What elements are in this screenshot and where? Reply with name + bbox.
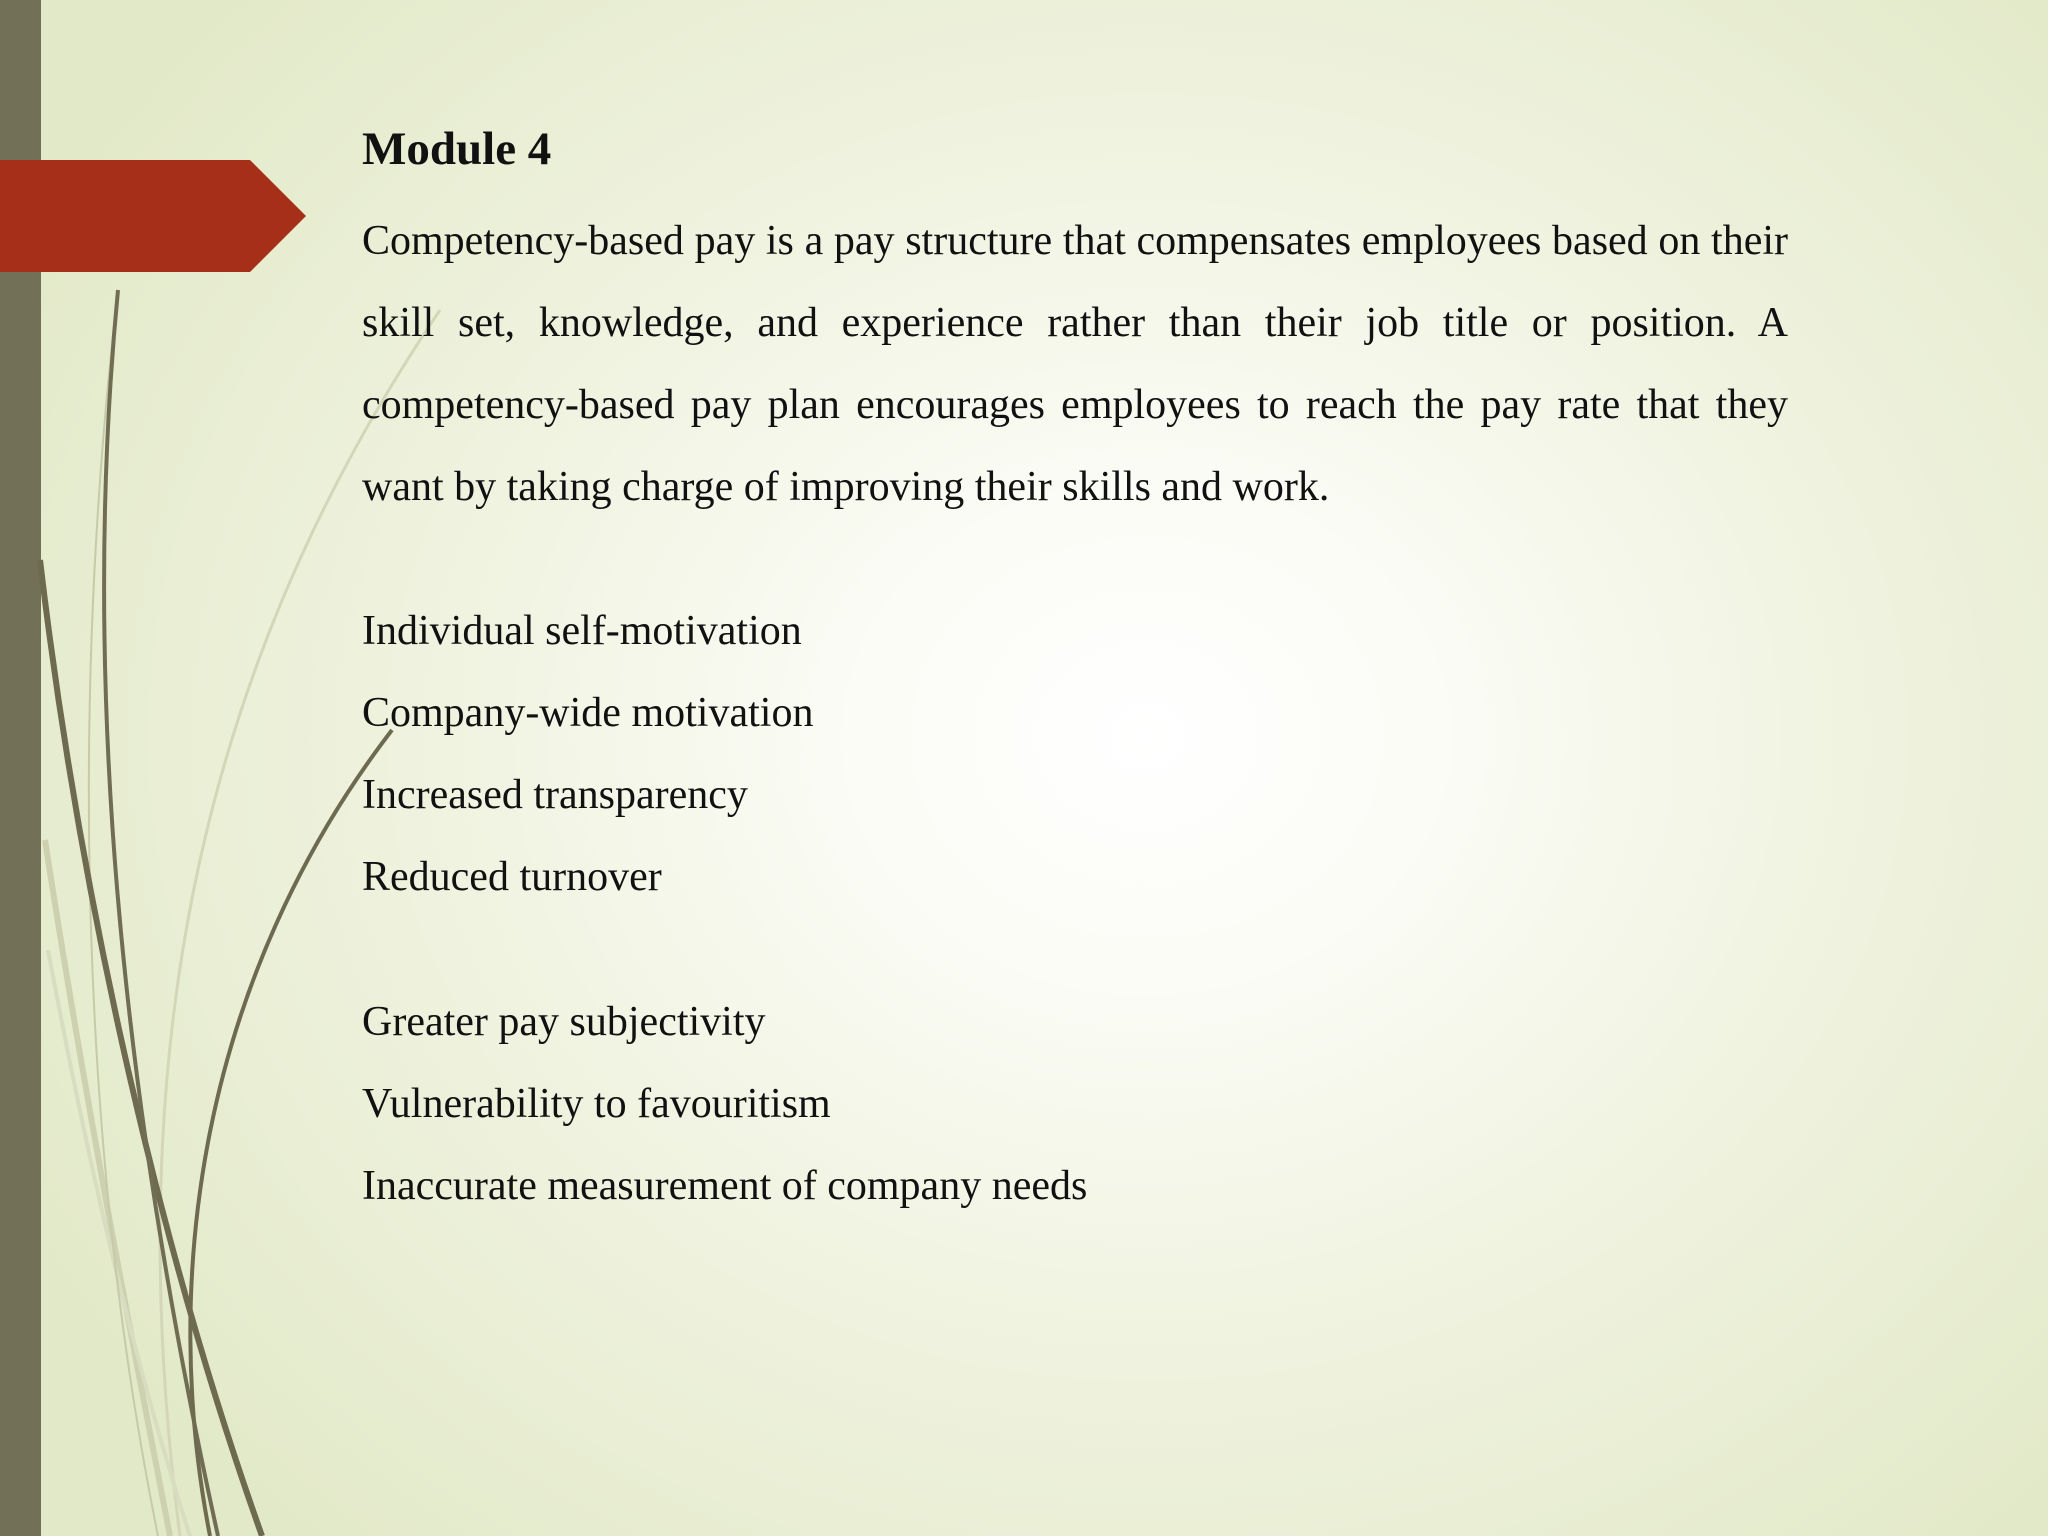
disadvantage-item: Inaccurate measurement of company needs: [362, 1163, 1088, 1209]
advantages-list: [362, 590, 1788, 918]
decor-curve-light-3: [48, 950, 190, 1536]
advantage-item: Individual self-motivation: [362, 608, 802, 654]
advantage-item: Company-wide motivation: [362, 690, 814, 736]
disadvantages-list: [362, 981, 1788, 1227]
decor-curve-light-4: [89, 290, 158, 1536]
decor-curve-dark-2: [104, 290, 218, 1536]
intro-paragraph: Competency-based pay is a pay structure that compensates employees based on their skill set, knowledge, and experience rather than their job title or position. A competency-based pay plan encourages employees to reach the pay rate that they want by taking charge of improving their skills and work.: [362, 218, 1788, 510]
advantage-item: Increased transparency: [362, 772, 748, 818]
decor-curve-dark-1: [40, 560, 262, 1536]
advantage-item: Reduced turnover: [362, 854, 662, 900]
slide-content: [362, 118, 1788, 1227]
red-arrow-tab: [0, 160, 306, 272]
left-sidebar-bar: [0, 0, 41, 1536]
slide-title: Module 4: [362, 123, 552, 175]
decor-curve-light-1: [45, 840, 170, 1536]
disadvantage-item: Vulnerability to favouritism: [362, 1081, 831, 1127]
disadvantage-item: Greater pay subjectivity: [362, 999, 766, 1045]
